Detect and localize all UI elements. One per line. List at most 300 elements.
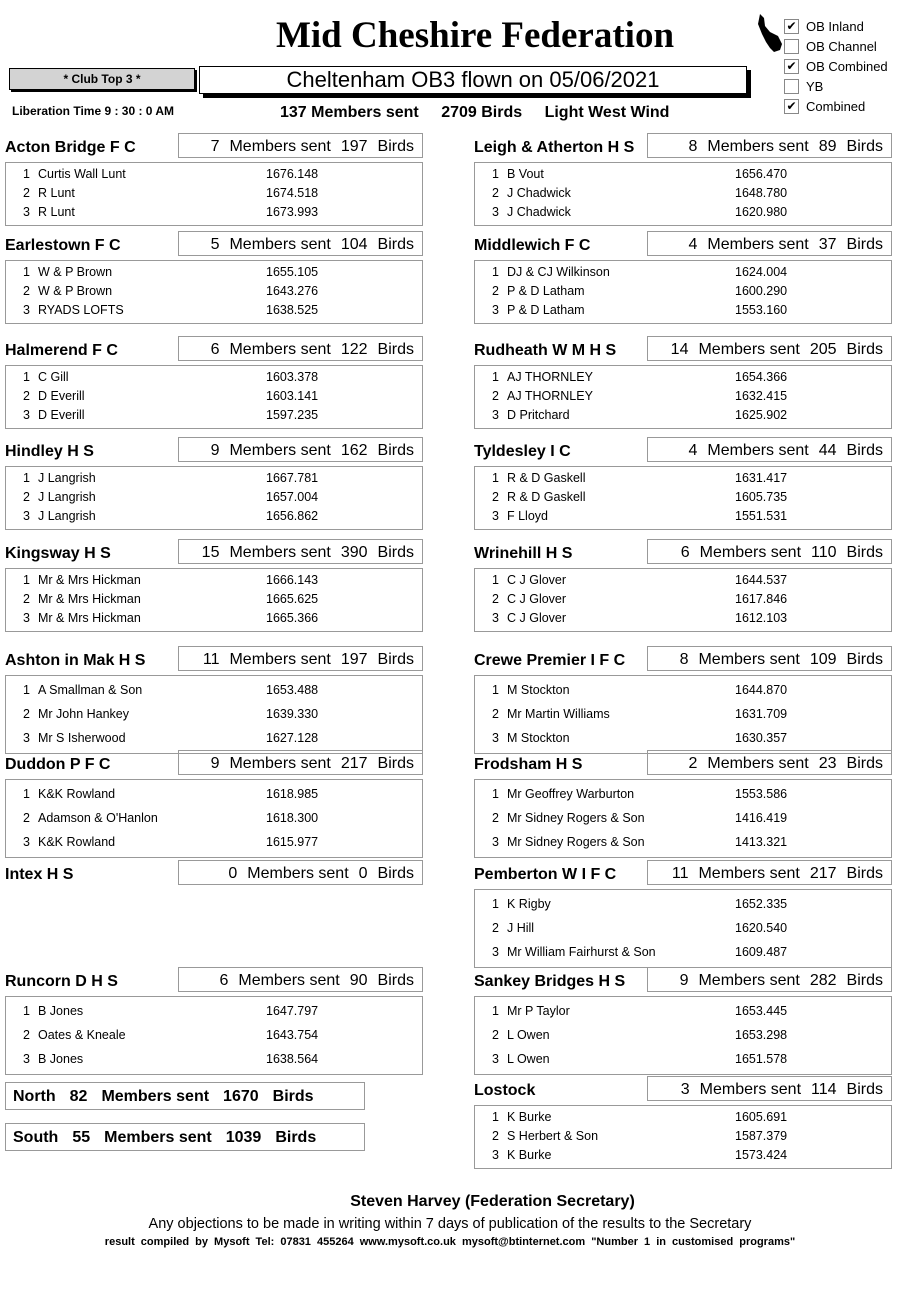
fancier-name: L Owen: [507, 1052, 550, 1066]
result-row: [475, 609, 891, 628]
velocity: 1603.378: [266, 370, 319, 384]
secretary-name: Steven Harvey (Federation Secretary): [350, 1193, 635, 1210]
fancier-name: B Jones: [38, 1052, 84, 1066]
result-row: [6, 782, 422, 806]
result-row: [475, 203, 891, 222]
fancier-name: Mr Sidney Rogers & Son: [507, 811, 645, 825]
result-row: [475, 806, 891, 830]
fancier-name: A Smallman & Son: [38, 683, 143, 697]
club-results-box: [5, 675, 423, 754]
result-position: 2: [23, 490, 30, 504]
result-position: 3: [492, 611, 499, 625]
total-members: 82: [69, 1088, 88, 1105]
members-count: 0: [228, 865, 238, 882]
birds-label: Birds: [846, 972, 883, 989]
velocity: 1553.586: [735, 787, 788, 801]
club-name: Leigh & Atherton H S: [474, 139, 635, 156]
club-results-box: [474, 162, 892, 226]
members-sent-label: Members sent: [229, 341, 331, 358]
result-row: [475, 782, 891, 806]
velocity: 1656.862: [266, 509, 319, 523]
members-count: 15: [201, 544, 220, 561]
club-name: Pemberton W I F C: [474, 866, 617, 883]
liberation-time: Liberation Time 9 : 30 : 0 AM: [12, 104, 175, 118]
option-ob-channel: [784, 36, 914, 56]
result-position: 3: [492, 303, 499, 317]
fancier-name: F Lloyd: [507, 509, 548, 523]
members-count: 6: [210, 341, 220, 358]
summary-birds: 2709 Birds: [441, 104, 523, 121]
result-row: [475, 726, 891, 750]
velocity: 1655.105: [266, 265, 319, 279]
velocity: 1639.330: [266, 707, 319, 721]
birds-label: Birds: [377, 755, 414, 772]
club-members-sent: [178, 860, 423, 885]
club-name: Duddon P F C: [5, 756, 111, 773]
birds-label: Birds: [846, 755, 883, 772]
result-position: 2: [492, 921, 499, 935]
velocity: 1647.797: [266, 1004, 319, 1018]
option-ob-inland: [784, 16, 914, 36]
result-position: 1: [23, 167, 30, 181]
fancier-name: Mr P Taylor: [507, 1004, 570, 1018]
result-position: 1: [23, 787, 30, 801]
velocity: 1413.321: [735, 835, 788, 849]
fancier-name: P & D Latham: [507, 284, 585, 298]
result-position: 2: [492, 1129, 499, 1143]
club-name: Halmerend F C: [5, 342, 118, 359]
members-count: 4: [688, 442, 698, 459]
total-members: 55: [72, 1129, 91, 1146]
result-position: 1: [23, 573, 30, 587]
velocity: 1630.357: [735, 731, 788, 745]
fancier-name: AJ THORNLEY: [507, 370, 593, 384]
velocity: 1653.488: [266, 683, 319, 697]
result-row: [6, 678, 422, 702]
fancier-name: Curtis Wall Lunt: [38, 167, 126, 181]
velocity: 1632.415: [735, 389, 788, 403]
fancier-name: Mr S Isherwood: [38, 731, 126, 745]
result-position: 1: [23, 683, 30, 697]
result-row: [475, 1023, 891, 1047]
club-name: Wrinehill H S: [474, 545, 573, 562]
members-sent-label: Members sent: [707, 236, 809, 253]
club-results-box: [5, 568, 423, 632]
option-label: YB: [806, 78, 824, 94]
total-birds: 1039: [225, 1129, 262, 1146]
club-results-box: [5, 466, 423, 530]
result-position: 2: [23, 284, 30, 298]
fancier-name: Mr Geoffrey Warburton: [507, 787, 635, 801]
result-position: 1: [23, 471, 30, 485]
result-position: 2: [23, 707, 30, 721]
club-results-box: [474, 996, 892, 1075]
club-members-sent: [647, 860, 892, 885]
result-position: 1: [492, 167, 499, 181]
result-row: [6, 726, 422, 750]
velocity: 1587.379: [735, 1129, 788, 1143]
result-row: [475, 571, 891, 590]
result-position: 3: [492, 205, 499, 219]
members-count: 7: [210, 138, 220, 155]
result-row: [475, 916, 891, 940]
total-members-label: Members sent: [101, 1088, 210, 1105]
members-count: 2: [688, 755, 698, 772]
members-sent-label: Members sent: [707, 442, 809, 459]
velocity: 1625.902: [735, 408, 788, 422]
option-label: OB Channel: [806, 38, 877, 54]
club-members-sent: [178, 133, 423, 158]
club-name: Tyldesley I C: [474, 443, 571, 460]
result-row: [6, 806, 422, 830]
fancier-name: K&K Rowland: [38, 787, 116, 801]
result-position: 1: [492, 787, 499, 801]
velocity: 1665.625: [266, 592, 319, 606]
club-name: Ashton in Mak H S: [5, 652, 146, 669]
result-position: 2: [23, 389, 30, 403]
birds-label: Birds: [846, 341, 883, 358]
club-members-sent: [647, 539, 892, 564]
result-row: [6, 1023, 422, 1047]
velocity: 1618.300: [266, 811, 319, 825]
result-position: 3: [492, 945, 499, 959]
result-position: 1: [23, 370, 30, 384]
club-members-sent: [178, 539, 423, 564]
result-row: [6, 263, 422, 282]
birds-label: Birds: [377, 651, 414, 668]
birds-count: 162: [340, 442, 368, 459]
result-position: 3: [23, 509, 30, 523]
result-row: [475, 469, 891, 488]
velocity: 1627.128: [266, 731, 319, 745]
birds-label: Birds: [846, 442, 883, 459]
result-row: [475, 678, 891, 702]
fancier-name: D Everill: [38, 389, 85, 403]
result-row: [475, 590, 891, 609]
birds-count: 23: [818, 755, 837, 772]
club-members-sent: [647, 967, 892, 992]
fancier-name: RYADS LOFTS: [38, 303, 124, 317]
result-position: 1: [23, 1004, 30, 1018]
result-row: [6, 1047, 422, 1071]
fancier-name: J Chadwick: [507, 186, 571, 200]
result-position: 2: [492, 389, 499, 403]
result-position: 2: [23, 592, 30, 606]
birds-label: Birds: [377, 972, 414, 989]
birds-count: 90: [349, 972, 368, 989]
club-results-box: [474, 568, 892, 632]
fancier-name: R Lunt: [38, 186, 75, 200]
fancier-name: J Langrish: [38, 471, 96, 485]
club-top-3-label: * Club Top 3 *: [9, 68, 195, 90]
fancier-name: M Stockton: [507, 683, 570, 697]
result-row: [6, 469, 422, 488]
velocity: 1605.691: [735, 1110, 788, 1124]
club-name: Lostock: [474, 1082, 536, 1099]
club-members-sent: [647, 750, 892, 775]
velocity: 1676.148: [266, 167, 319, 181]
birds-count: 390: [340, 544, 368, 561]
result-position: 2: [23, 811, 30, 825]
club-members-sent: [178, 231, 423, 256]
velocity: 1612.103: [735, 611, 788, 625]
birds-count: 217: [340, 755, 368, 772]
race-type-options: [784, 16, 914, 116]
club-results-box: [5, 260, 423, 324]
total-birds-label: Birds: [272, 1088, 314, 1105]
result-row: [6, 702, 422, 726]
fancier-name: K Burke: [507, 1148, 552, 1162]
result-position: 2: [23, 1028, 30, 1042]
velocity: 1673.993: [266, 205, 319, 219]
result-row: [475, 507, 891, 526]
birds-label: Birds: [846, 865, 883, 882]
club-results-box: [474, 365, 892, 429]
result-row: [6, 368, 422, 387]
club-results-box: [474, 466, 892, 530]
fancier-name: C J Glover: [507, 611, 567, 625]
result-position: 3: [492, 835, 499, 849]
fancier-name: L Owen: [507, 1028, 550, 1042]
members-sent-label: Members sent: [229, 138, 331, 155]
option-ob-combined: [784, 56, 914, 76]
fancier-name: B Vout: [507, 167, 544, 181]
result-position: 1: [492, 471, 499, 485]
velocity: 1638.564: [266, 1052, 319, 1066]
fancier-name: R & D Gaskell: [507, 471, 586, 485]
velocity: 1657.004: [266, 490, 319, 504]
velocity: 1643.276: [266, 284, 319, 298]
birds-count: 122: [340, 341, 368, 358]
result-position: 1: [492, 265, 499, 279]
result-row: [475, 1146, 891, 1165]
race-summary: [280, 104, 687, 122]
club-name: Runcorn D H S: [5, 973, 118, 990]
members-sent-label: Members sent: [229, 651, 331, 668]
birds-count: 110: [811, 544, 837, 561]
velocity: 1553.160: [735, 303, 788, 317]
result-row: [475, 1127, 891, 1146]
race-title: Cheltenham OB3 flown on 05/06/2021: [199, 66, 747, 94]
members-sent-label: Members sent: [229, 755, 331, 772]
velocity: 1665.366: [266, 611, 319, 625]
club-members-sent: [178, 646, 423, 671]
result-position: 3: [23, 731, 30, 745]
fancier-name: W & P Brown: [38, 265, 113, 279]
result-position: 3: [23, 835, 30, 849]
fancier-name: J Langrish: [38, 490, 96, 504]
birds-label: Birds: [377, 236, 414, 253]
result-row: [475, 184, 891, 203]
result-row: [6, 590, 422, 609]
members-sent-label: Members sent: [238, 972, 340, 989]
velocity: 1573.424: [735, 1148, 788, 1162]
result-row: [475, 999, 891, 1023]
total-members-label: Members sent: [104, 1129, 212, 1146]
option-yb: [784, 76, 914, 96]
club-members-sent: [178, 437, 423, 462]
velocity: 1620.980: [735, 205, 788, 219]
result-row: [475, 830, 891, 854]
result-position: 3: [23, 408, 30, 422]
club-results-box: [474, 675, 892, 754]
region-total-0: [5, 1082, 365, 1110]
members-count: 9: [210, 755, 220, 772]
fancier-name: AJ THORNLEY: [507, 389, 593, 403]
result-row: [475, 301, 891, 320]
members-count: 6: [680, 544, 690, 561]
members-count: 14: [670, 341, 689, 358]
total-region: South: [13, 1129, 59, 1146]
fancier-name: K&K Rowland: [38, 835, 116, 849]
club-name: Crewe Premier I F C: [474, 652, 626, 669]
result-position: 1: [492, 683, 499, 697]
result-row: [6, 301, 422, 320]
result-row: [6, 203, 422, 222]
result-position: 3: [492, 509, 499, 523]
velocity: 1605.735: [735, 490, 788, 504]
fancier-name: M Stockton: [507, 731, 570, 745]
velocity: 1620.540: [735, 921, 788, 935]
velocity: 1648.780: [735, 186, 788, 200]
velocity: 1653.445: [735, 1004, 788, 1018]
velocity: 1597.235: [266, 408, 319, 422]
velocity: 1631.709: [735, 707, 788, 721]
result-row: [475, 702, 891, 726]
club-results-box: [474, 889, 892, 968]
result-position: 1: [492, 573, 499, 587]
club-members-sent: [647, 646, 892, 671]
birds-label: Birds: [377, 138, 414, 155]
velocity: 1652.335: [735, 897, 788, 911]
velocity: 1674.518: [266, 186, 319, 200]
birds-count: 37: [818, 236, 837, 253]
fancier-name: Mr Martin Williams: [507, 707, 610, 721]
fancier-name: C Gill: [38, 370, 69, 384]
summary-wind: Light West Wind: [544, 104, 670, 121]
fancier-name: DJ & CJ Wilkinson: [507, 265, 610, 279]
fancier-name: B Jones: [38, 1004, 84, 1018]
result-position: 1: [492, 1110, 499, 1124]
fancier-name: C J Glover: [507, 592, 567, 606]
members-sent-label: Members sent: [229, 236, 331, 253]
fancier-name: R Lunt: [38, 205, 75, 219]
club-results-box: [5, 365, 423, 429]
checkbox-icon: [784, 79, 799, 94]
birds-count: 104: [340, 236, 368, 253]
result-row: [475, 488, 891, 507]
birds-label: Birds: [377, 341, 414, 358]
club-name: Rudheath W M H S: [474, 342, 617, 359]
velocity: 1600.290: [735, 284, 788, 298]
fancier-name: W & P Brown: [38, 284, 113, 298]
members-count: 6: [219, 972, 229, 989]
members-sent-label: Members sent: [699, 544, 802, 561]
result-row: [6, 507, 422, 526]
result-position: 2: [492, 1028, 499, 1042]
members-sent-label: Members sent: [698, 651, 800, 668]
fancier-name: Mr & Mrs Hickman: [38, 592, 141, 606]
fancier-name: Mr William Fairhurst & Son: [507, 945, 656, 959]
members-count: 3: [680, 1081, 690, 1098]
result-row: [475, 263, 891, 282]
checkbox-icon: ✔: [784, 19, 799, 34]
club-members-sent: [647, 336, 892, 361]
fancier-name: K Burke: [507, 1110, 552, 1124]
result-row: [475, 165, 891, 184]
members-sent-label: Members sent: [698, 341, 800, 358]
result-row: [6, 387, 422, 406]
club-members-sent: [647, 133, 892, 158]
velocity: 1609.487: [735, 945, 788, 959]
fancier-name: Mr John Hankey: [38, 707, 130, 721]
result-row: [6, 999, 422, 1023]
fancier-name: K Rigby: [507, 897, 551, 911]
result-position: 3: [23, 1052, 30, 1066]
birds-count: 197: [340, 138, 368, 155]
members-sent-label: Members sent: [698, 865, 800, 882]
result-position: 3: [492, 408, 499, 422]
result-position: 1: [23, 265, 30, 279]
birds-label: Birds: [846, 138, 883, 155]
result-row: [475, 1108, 891, 1127]
result-row: [6, 282, 422, 301]
birds-label: Birds: [377, 442, 414, 459]
result-row: [6, 488, 422, 507]
option-combined: [784, 96, 914, 116]
velocity: 1643.754: [266, 1028, 319, 1042]
fancier-name: C J Glover: [507, 573, 567, 587]
result-row: [6, 165, 422, 184]
result-position: 2: [23, 186, 30, 200]
velocity: 1615.977: [266, 835, 319, 849]
birds-label: Birds: [377, 865, 414, 882]
club-name: Acton Bridge F C: [5, 139, 136, 156]
fancier-name: P & D Latham: [507, 303, 585, 317]
fancier-name: D Everill: [38, 408, 85, 422]
club-members-sent: [178, 336, 423, 361]
velocity: 1603.141: [266, 389, 319, 403]
birds-label: Birds: [846, 1081, 883, 1098]
option-label: Combined: [806, 98, 866, 114]
birds-count: 44: [818, 442, 837, 459]
members-sent-label: Members sent: [707, 138, 809, 155]
members-count: 9: [210, 442, 220, 459]
club-name: Hindley H S: [5, 443, 94, 460]
club-results-box: [5, 162, 423, 226]
club-name: Frodsham H S: [474, 756, 583, 773]
fancier-name: Mr & Mrs Hickman: [38, 573, 141, 587]
birds-count: 217: [809, 865, 837, 882]
result-position: 2: [492, 490, 499, 504]
club-results-box: [474, 260, 892, 324]
result-row: [475, 387, 891, 406]
club-members-sent: [178, 967, 423, 992]
members-count: 8: [688, 138, 698, 155]
velocity: 1617.846: [735, 592, 788, 606]
result-row: [475, 940, 891, 964]
result-position: 2: [492, 707, 499, 721]
result-row: [6, 406, 422, 425]
result-row: [6, 609, 422, 628]
members-count: 11: [202, 651, 220, 668]
result-row: [6, 571, 422, 590]
club-name: Middlewich F C: [474, 237, 591, 254]
option-label: OB Inland: [806, 18, 864, 34]
result-position: 2: [492, 811, 499, 825]
result-position: 3: [23, 611, 30, 625]
members-sent-label: Members sent: [699, 1081, 802, 1098]
